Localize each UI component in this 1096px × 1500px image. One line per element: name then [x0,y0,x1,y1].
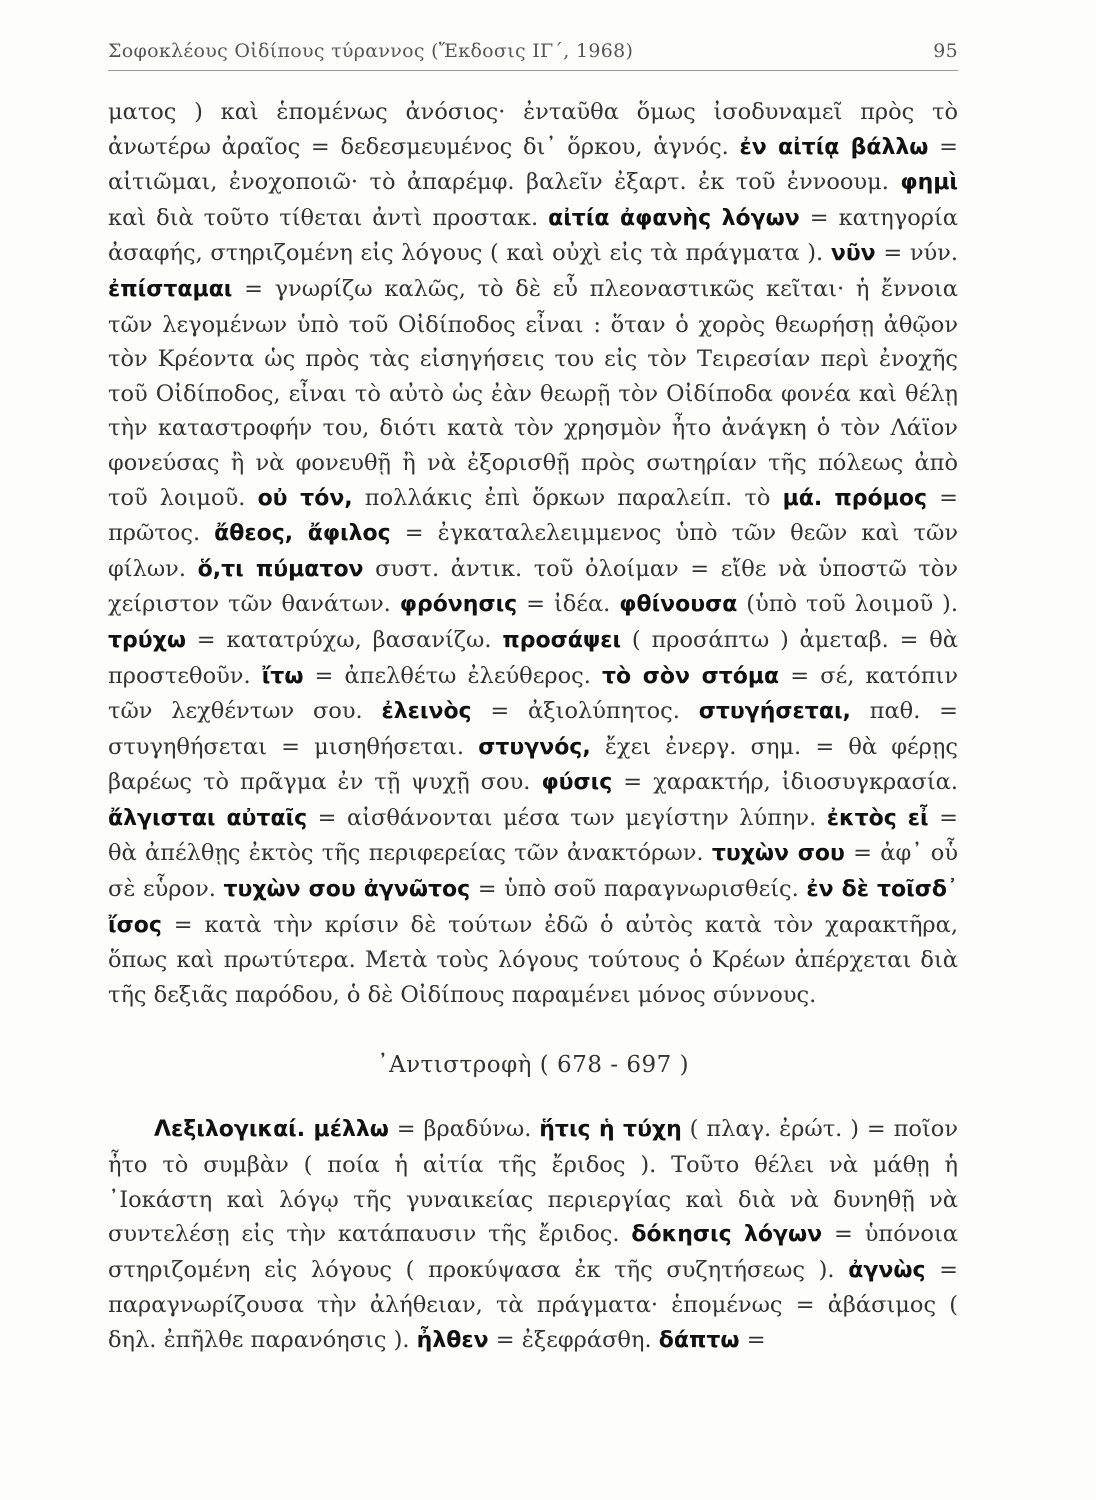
gloss-text: = πρῶτος. [108,484,958,547]
gloss-text: = γνωρίζω καλῶς, τὸ δὲ εὖ πλεοναστικῶς κεῖται· ἡ ἔννοια τῶν λεγομένων ὑπὸ τοῦ Οἰδίποδος εἶναι : ὅταν ὁ χορὸς θεωρήσῃ ἀθῷον τὸν Κρέοντα ὡς πρὸς τὰς εἰσηγήσεις του εἰς τὸν Τειρεσίαν περὶ ἐνοχῆς τοῦ Οἰδίποδος, εἶναι τὸ αὐτὸ ὡς ἐὰν θεωρῇ τὸν Οἰδίποδα φονέα καὶ θέλῃ τὴν καταστροφήν του, διότι κατὰ τὸν χρησμὸν ἦτο ἀνάγκη ὁ τὸν Λάϊον φονεύσας ἢ νὰ φονευθῇ ἢ νὰ ἐξορισθῇ πρὸς σωτηρίαν τῆς πόλεως ἀπὸ τοῦ λοιμοῦ. [108,275,958,511]
gloss-text: ἔχει ἐνεργ. σημ. = θὰ φέρῃς βαρέως τὸ πρᾶγμα ἐν τῇ ψυχῇ σου. [108,733,958,796]
lemma-term: οὐ τόν, [257,485,353,511]
gloss-text: = θὰ ἀπέλθῃς ἐκτὸς τῆς περιφερείας τῶν ἀνακτόρων. [108,804,958,867]
running-title: Σοφοκλέους Οἰδίπους τύραννος (Ἔκδοσις ΙΓ΄, 1968) [108,40,634,62]
gloss-text: ( πλαγ. ἐρώτ. ) = ποῖον ἦτο τὸ συμβὰν ( ποία ἡ αἰτία τῆς ἔριδος ). Τοῦτο θέλει νὰ μάθῃ ἡ ᾽Ιοκάστη καὶ λόγῳ τῆς γυναικείας περιεργίας καὶ διὰ νὰ δυνηθῇ νὰ συντελέσῃ εἰς τὴν κατάπαυσιν τῆς ἔριδος. [108,1116,959,1248]
gloss-text: = κατηγορία ἀσαφής, στηριζομένη εἰς λόγους ( καὶ οὐχὶ εἰς τὰ πράγματα ). [108,204,958,267]
gloss-text: (ὑπὸ τοῦ λοιμοῦ ). [737,591,958,618]
gloss-text: = ἰδέα. [517,591,620,618]
lemma-term: στυγνός, [478,734,591,760]
gloss-text: = κατατρύχω, βασανίζω. [185,626,503,653]
gloss-text [822,485,834,511]
gloss-text: = σέ, κατόπιν τῶν λεχθέντων σου. [108,662,959,725]
lemma-term: ἄθεος, ἄφιλος [214,521,391,547]
lemma-term: ἐν δὲ τοῖσδ᾽ ἴσος [108,877,958,938]
gloss-text: = κατὰ τὴν κρίσιν δὲ τούτων ἐδῶ ὁ αὐτὸς κατὰ τὸν χαρακτῆρα, ὅπως καὶ πρωτύτερα. Μετὰ τοὺς λόγους τούτους ὁ Κρέων ἀπέρχεται διὰ τῆς δεξιᾶς παρόδου, ὁ δὲ Οἰδίπους παραμένει μόνος σύννους. [108,911,958,1008]
lemma-term: Λεξιλογικαί. μέλλω [154,1117,389,1143]
gloss-text: = νύν. [875,240,959,267]
gloss-text: καὶ διὰ τοῦτο τίθεται ἀντὶ προστακ. [108,204,549,231]
page-number: 95 [933,40,958,62]
lemma-term: τὸ σὸν στόμα [601,663,780,689]
lemma-term: φύσις [541,770,613,796]
gloss-text: = χαρακτήρ, ἰδιοσυγκρασία. [612,769,958,796]
gloss-text: = βραδύνω. [388,1116,540,1143]
lemma-term: φημὶ [900,170,958,196]
lemma-term: αἰτία ἀφανὴς λόγων [548,205,800,231]
lemma-term: στυγήσεται, [698,699,851,725]
lemma-term: ὅ,τι πύματον [197,556,364,582]
lemma-term: μά. [782,485,823,511]
gloss-text: = [739,1327,766,1353]
lemma-term: τρύχω [108,627,186,653]
gloss-text: = αἰσθάνονται μέσα των μεγίστην λύπην. [307,804,827,831]
lemma-term: τυχὼν σου [711,841,845,867]
lemma-term: προσάψει [502,627,622,653]
gloss-text: = ὑπόνοια στηριζομένη εἰς λόγους ( προκύψασα ἐκ τῆς συζητήσεως ). [108,1221,958,1283]
commentary-paragraph-2 [108,1112,958,1358]
gloss-text: = ὑπὸ σοῦ παραγνωρισθείς. [470,876,807,903]
lemma-term: τυχὼν σου ἀγνῶτος [223,877,471,903]
gloss-text: ( προσάπτω ) ἀμεταβ. = θὰ προστεθοῦν. [108,626,958,689]
running-header [108,40,958,71]
gloss-text: = ἀξιολύπητος. [471,698,699,725]
lemma-term: πρόμος [834,485,928,511]
lemma-term: δόκησις λόγων [631,1222,823,1248]
lemma-term: φρόνησις [399,592,518,618]
commentary-paragraph-1 [108,95,958,1012]
section-title: ᾽Αντιστροφὴ ( 678 - 697 ) [376,1052,690,1079]
lemma-term: ἦλθεν [416,1328,489,1353]
gloss-text: παθ. = στυγηθήσεται = μισηθήσεται. [108,698,958,760]
book-page [108,40,958,1381]
lemma-term: ἐν αἰτίᾳ βάλλω [739,134,929,160]
gloss-text: = αἰτιῶμαι, ἐνοχοποιῶ· τὸ ἀπαρέμφ. βαλεῖν ἐξαρτ. ἐκ τοῦ ἐννοουμ. [108,133,958,196]
lemma-term: δάπτω [658,1328,740,1353]
gloss-text: = ἀφ᾽ οὗ σὲ εὗρον. [108,840,958,903]
gloss-text: = ἐγκαταλελειμμενος ὑπὸ τῶν θεῶν καὶ τῶν φίλων. [108,520,959,582]
lemma-term: νῦν [830,241,876,267]
lemma-term: φθίνουσα [619,592,738,618]
gloss-text: πολλάκις ἐπὶ ὅρκων παραλείπ. τὸ [352,484,783,511]
gloss-text: = ἐξεφράσθη. [488,1327,659,1353]
lemma-term: ἐλεινὸς [381,699,472,725]
lemma-term: ἄλγισται αὐταῖς [108,805,308,831]
lemma-term: ἀγνὼς [848,1257,926,1283]
gloss-text: συστ. ἀντικ. τοῦ ὀλοίμαν = εἴθε νὰ ὑποστῶ τὸν χείριστον τῶν θανάτων. [108,555,958,618]
gloss-text: = ἀπελθέτω ἐλεύθερος. [303,662,602,689]
lemma-term: ἴτω [261,663,304,689]
lemma-term: ἐκτὸς εἶ [826,805,929,831]
lemma-term: ἥτις ἡ τύχη [539,1117,682,1143]
gloss-text: = παραγνωρίζουσα τὴν ἀλήθειαν, τὰ πράγματα· ἑπομένως = ἀβάσιμος ( δηλ. ἐπῆλθε παρανόησις ). [108,1256,958,1353]
lemma-term: ἐπίσταμαι [108,276,233,302]
gloss-text: ματος ) καὶ ἑπομένως ἀνόσιος· ἐνταῦθα ὅμως ἰσοδυναμεῖ πρὸς τὸ ἀνωτέρω ἀραῖος = δεδεσμευμένος δι᾽ ὅρκου, ἁγνός. [108,99,958,160]
